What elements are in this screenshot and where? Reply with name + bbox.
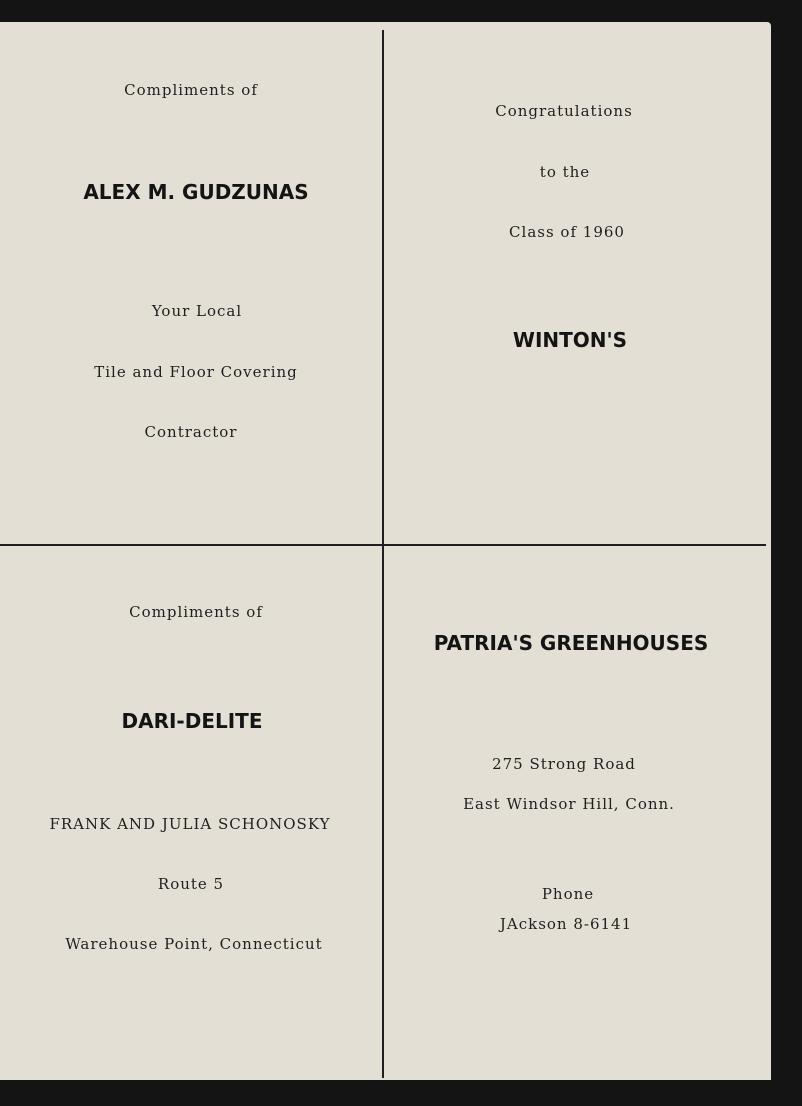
ad-line: to the — [539, 163, 591, 181]
ad-page — [0, 22, 771, 1080]
ad-business-name: ALEX M. GUDZUNAS — [83, 180, 309, 204]
ad-line: Phone — [541, 885, 595, 903]
ad-business-name: PATRIA'S GREENHOUSES — [433, 631, 709, 655]
ad-intro: Compliments of — [124, 81, 258, 99]
vertical-divider — [382, 30, 384, 1078]
ad-line: FRANK AND JULIA SCHONOSKY — [49, 815, 331, 833]
ad-business-name: WINTON'S — [512, 328, 628, 352]
horizontal-divider — [0, 544, 766, 546]
ad-line: Class of 1960 — [509, 223, 625, 241]
ad-line: JAckson 8-6141 — [499, 915, 633, 933]
ad-line: 275 Strong Road — [492, 755, 636, 773]
ad-line: Route 5 — [157, 875, 225, 893]
ad-intro: Congratulations — [495, 102, 633, 120]
ad-line: Contractor — [144, 423, 238, 441]
ad-intro: Compliments of — [129, 603, 263, 621]
ad-line: Warehouse Point, Connecticut — [65, 935, 323, 953]
ad-line: Your Local — [151, 302, 243, 320]
ad-line: East Windsor Hill, Conn. — [463, 795, 675, 813]
ad-line: Tile and Floor Covering — [94, 363, 298, 381]
ad-business-name: DARI-DELITE — [121, 709, 263, 733]
